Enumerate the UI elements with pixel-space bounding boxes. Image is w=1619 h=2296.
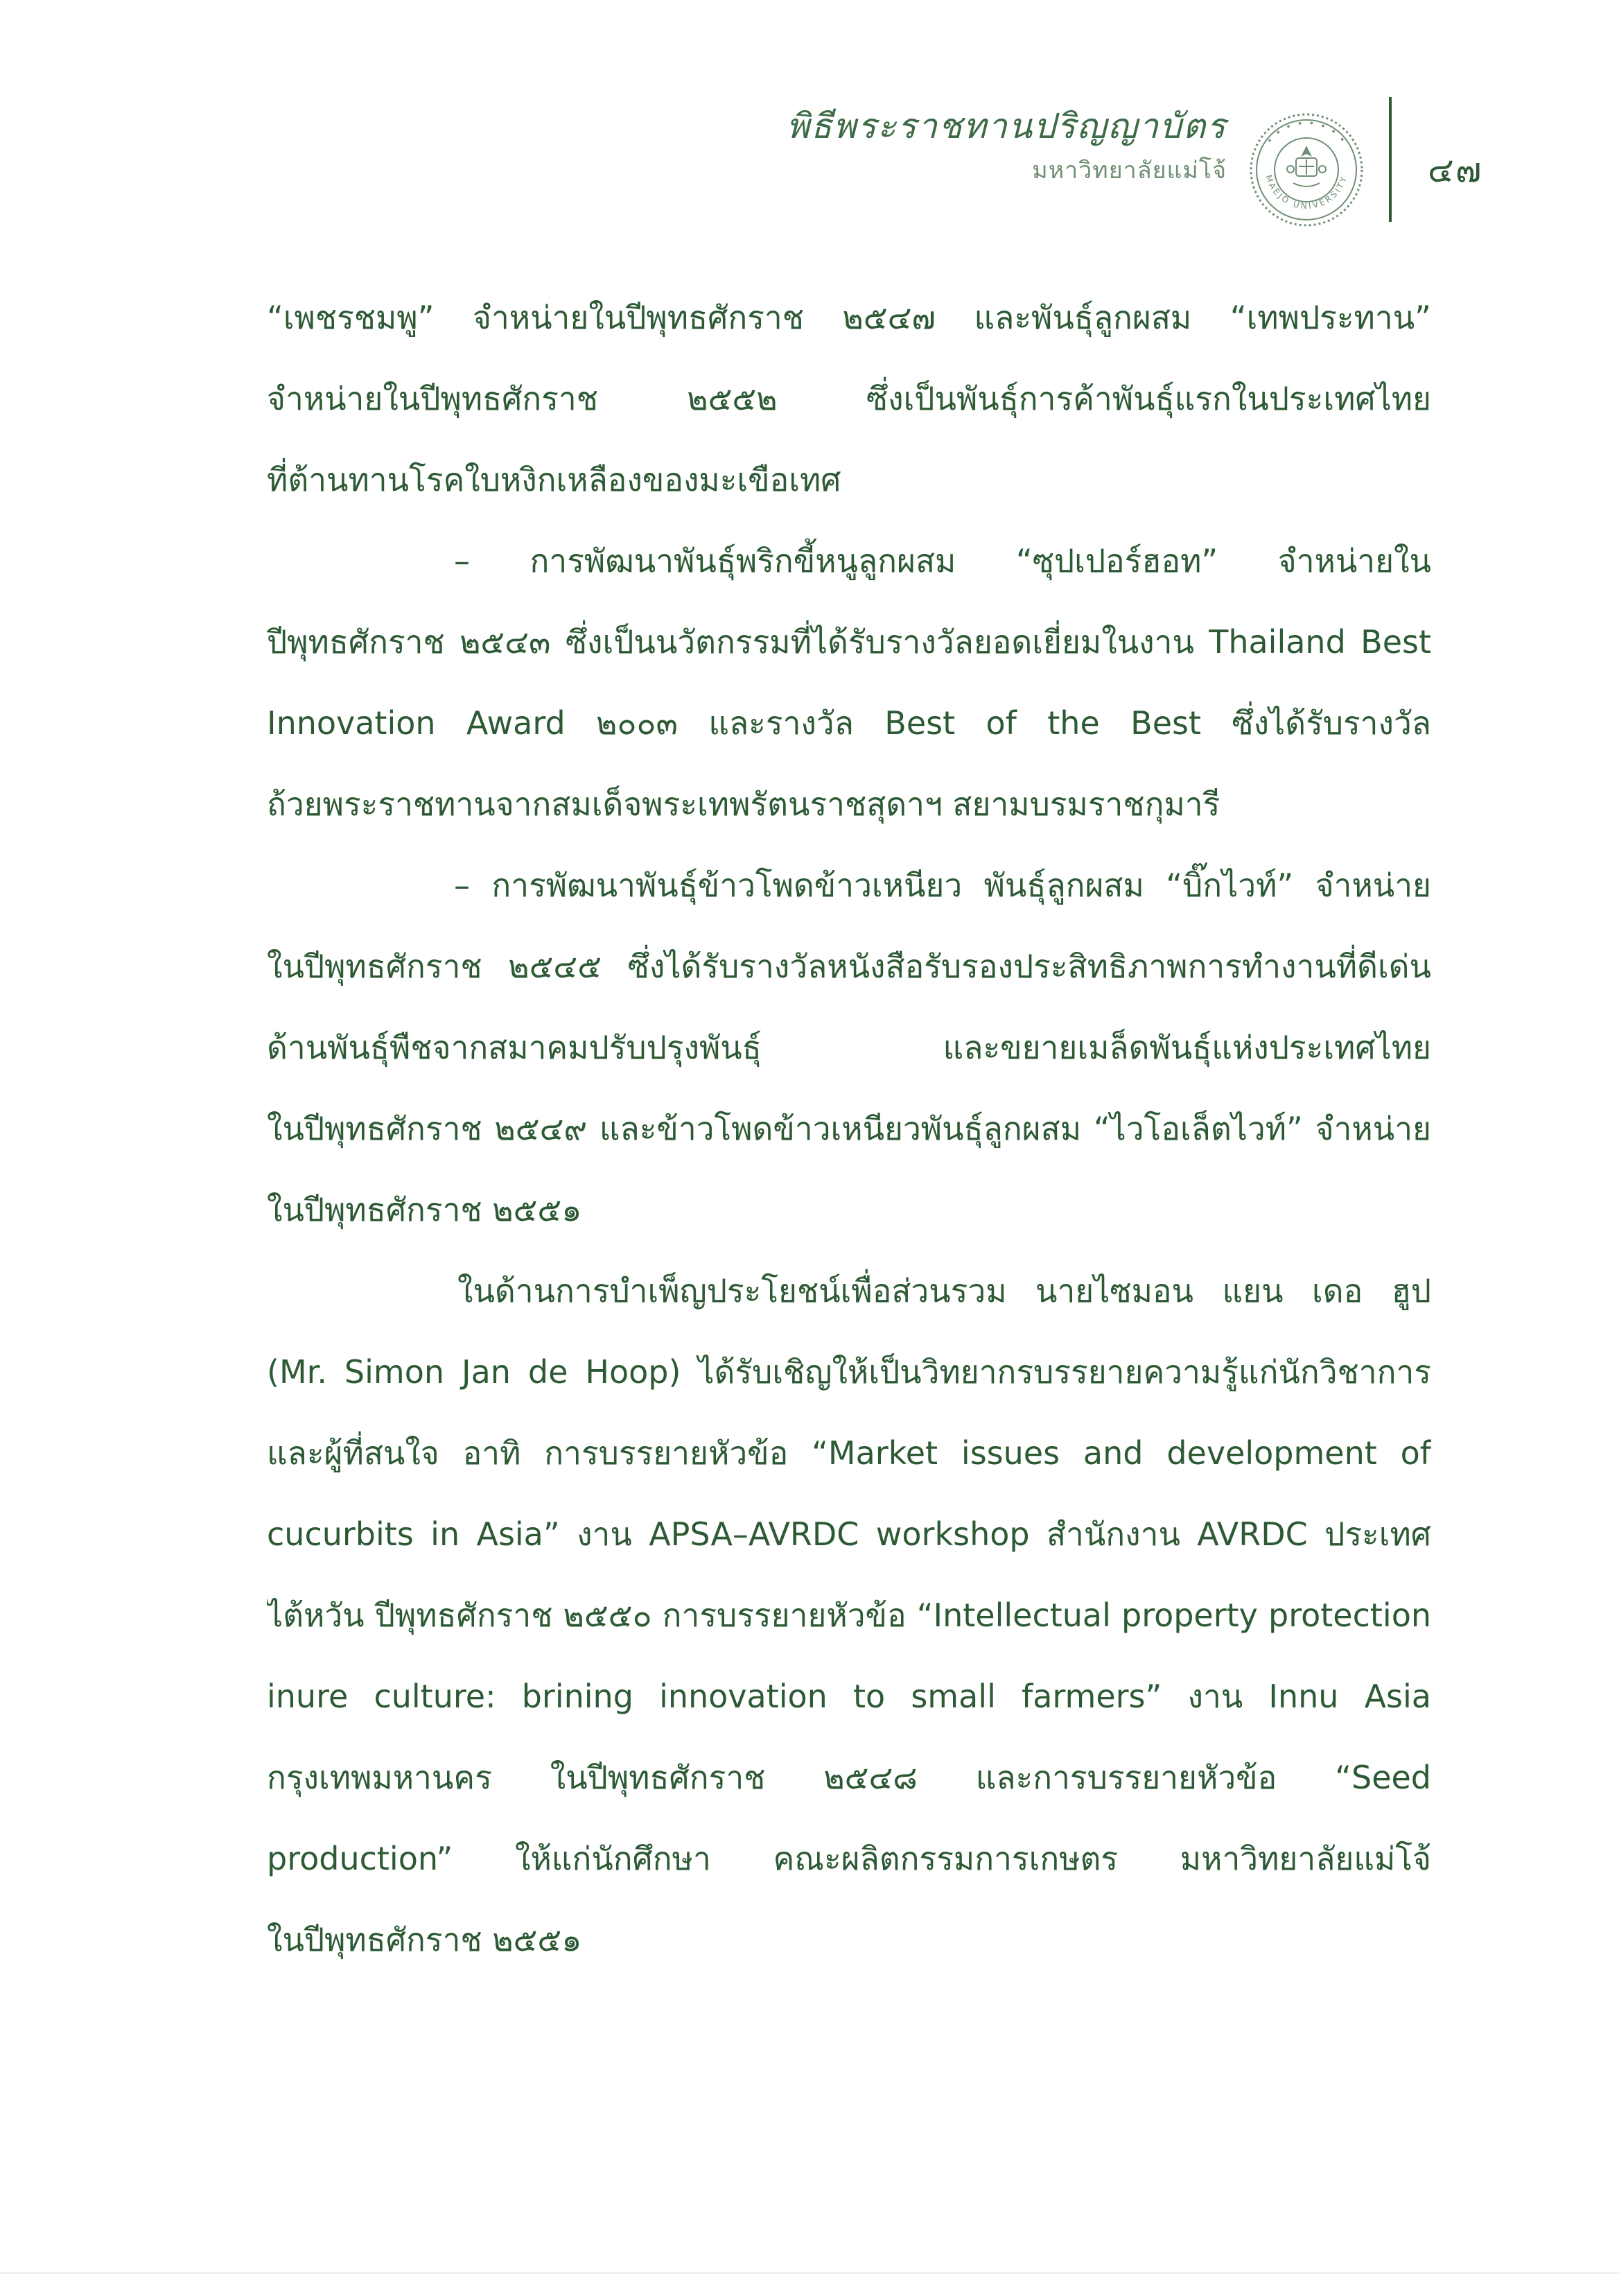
body-line: (Mr. Simon Jan de Hoop) ได้รับเชิญให้เป็นวิทยากรบรรยายความรู้แก่นักวิชาการ — [267, 1353, 1431, 1391]
body-line: ที่ต้านทานโรคใบหงิกเหลืองของมะเขือเทศ — [267, 461, 841, 498]
page-number: ๔๗ — [1428, 150, 1483, 190]
body-line: cucurbits in Asia” งาน APSA–AVRDC workshop สำนักงาน AVRDC ประเทศ — [267, 1515, 1431, 1553]
body-line: ปีพุทธศักราช ๒๕๔๓ ซึ่งเป็นนวัตกรรมที่ได้รับรางวัลยอดเยี่ยมในงาน Thailand Best — [267, 623, 1431, 661]
body-line: ไต้หวัน ปีพุทธศักราช ๒๕๕๐ การบรรยายหัวข้อ “Intellectual property protection — [267, 1597, 1431, 1634]
header-divider — [1389, 97, 1392, 222]
university-name: มหาวิทยาลัยแม่โจ้ — [1032, 157, 1227, 184]
body-line: และผู้ที่สนใจ อาทิ การบรรยายหัวข้อ “Market issues and development of — [267, 1434, 1431, 1472]
body-line: ในปีพุทธศักราช ๒๕๔๙ และข้าวโพดข้าวเหนียวพันธุ์ลูกผสม “ไวโอเล็ตไวท์” จำหน่าย — [267, 1110, 1431, 1147]
body-line: ด้านพันธุ์พืชจากสมาคมปรับปรุงพันธุ์ และขยายเมล็ดพันธุ์แห่งประเทศไทย — [267, 1029, 1431, 1066]
body-line: ในปีพุทธศักราช ๒๕๕๑ — [267, 1921, 582, 1958]
bottom-rule — [0, 2272, 1619, 2274]
body-line: Innovation Award ๒๐๐๓ และรางวัล Best of the Best ซึ่งได้รับรางวัล — [267, 704, 1431, 742]
seal-text: MAEJO UNIVERSITY — [1263, 173, 1349, 211]
body-line: กรุงเทพมหานคร ในปีพุทธศักราช ๒๕๔๘ และการบรรยายหัวข้อ “Seed — [267, 1759, 1431, 1796]
svg-text:• • • • • • • •: • • • • • • • • — [1264, 118, 1349, 147]
bullet-line: – การพัฒนาพันธุ์พริกขี้หนูลูกผสม “ซุปเปอร์ฮอท” จำหน่ายใน — [454, 542, 1431, 580]
maejo-university-seal-icon — [1248, 111, 1365, 229]
bullet-line: – การพัฒนาพันธุ์ข้าวโพดข้าวเหนียว พันธุ์ลูกผสม “บิ๊กไวท์” จำหน่าย — [454, 867, 1431, 904]
document-body — [267, 277, 1431, 1981]
body-line: inure culture: brining innovation to small farmers” งาน Innu Asia — [267, 1678, 1431, 1715]
ceremony-title: พิธีพระราชทานปริญญาบัตร — [786, 106, 1227, 146]
body-line: production” ให้แก่นักศึกษา คณะผลิตกรรมการเกษตร มหาวิทยาลัยแม่โจ้ — [267, 1840, 1431, 1877]
paragraph-first-line: ในด้านการบำเพ็ญประโยชน์เพื่อส่วนรวม นายไซมอน แยน เดอ ฮูป — [457, 1272, 1431, 1310]
page-header — [762, 104, 1227, 187]
body-line: “เพชรชมพู” จำหน่ายในปีพุทธศักราช ๒๕๔๗ และพันธุ์ลูกผสม “เทพประทาน” — [267, 299, 1431, 336]
body-line: ถ้วยพระราชทานจากสมเด็จพระเทพรัตนราชสุดาฯ สยามบรมราชกุมารี — [267, 785, 1220, 823]
body-line: ในปีพุทธศักราช ๒๕๕๑ — [267, 1191, 582, 1228]
body-line: ในปีพุทธศักราช ๒๕๔๕ ซึ่งได้รับรางวัลหนังสือรับรองประสิทธิภาพการทำงานที่ดีเด่น — [267, 948, 1431, 985]
body-line: จำหน่ายในปีพุทธศักราช ๒๕๕๒ ซึ่งเป็นพันธุ์การค้าพันธุ์แรกในประเทศไทย — [267, 380, 1431, 417]
